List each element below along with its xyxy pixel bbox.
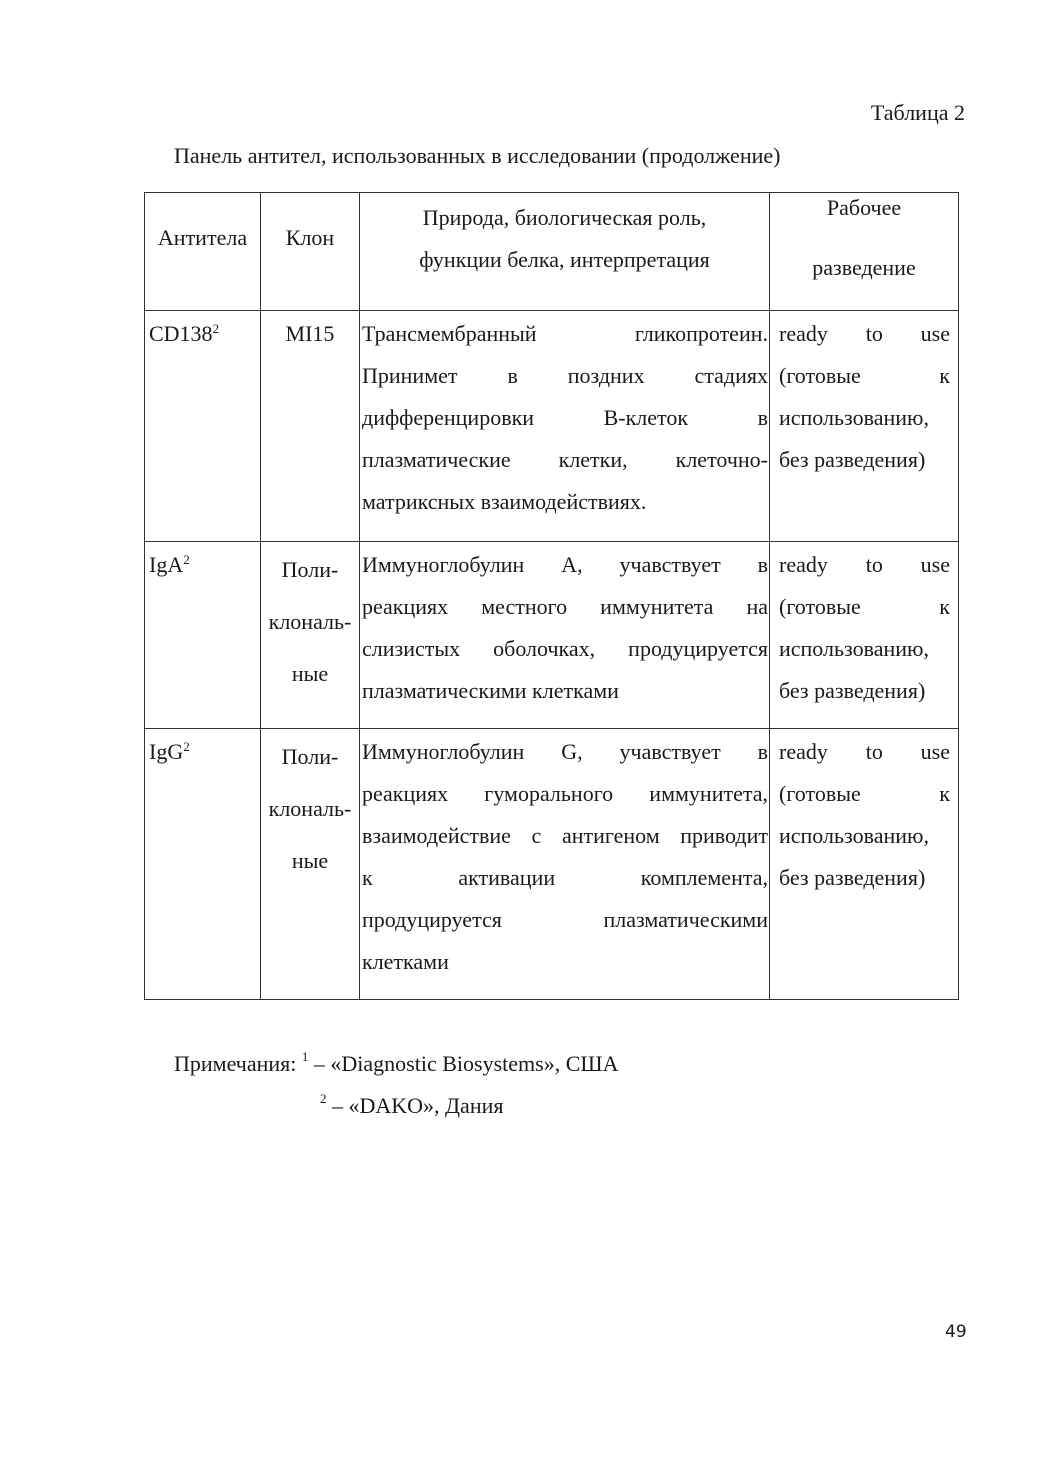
cell-nature: Трансмембранный гликопротеин. Принимет в поздних стадиях дифференцировки В-клеток в плазматические клетки, клеточно- матриксных взаимодействиях. [360,311,770,542]
cell-dilution: ready to use (готовые к использованию, без разведения) [770,311,959,542]
header-dilution-line2: разведение [812,255,916,280]
table-number: Таблица 2 [870,100,965,125]
header-nature-line2: функции белка, интерпретация [419,247,710,272]
note1-text: – «Diagnostic Biosystems», США [313,1051,619,1076]
cell-antibody: IgG$^2$ [145,729,261,1000]
header-antibody: Антитела [145,193,261,311]
table-header-row [145,193,959,311]
cell-antibody: $CD138^2$ [145,311,261,542]
table-row [145,729,959,1000]
note2-text: – «DAKO», Дания [332,1093,504,1118]
header-nature-line1: Природа, биологическая роль, [422,205,707,230]
page-number: 49 [945,1322,967,1342]
cell-nature: Иммуноглобулин А, учавствует в реакциях местного иммунитета на слизистых оболочках, продуцируется плазматическими клетками [360,542,770,729]
table-row [145,311,959,542]
notes-label: Примечания: [174,1051,297,1076]
table-caption: Панель антител, использованных в исследовании (продолжение) [174,143,781,168]
notes [174,1043,618,1127]
header-nature [360,193,770,311]
cell-dilution: ready to use (готовые к использованию, без разведения) [770,542,959,729]
note2-marker: 2 [320,1091,327,1106]
header-dilution-line1: Рабочее [826,195,902,220]
antibody-table [144,192,959,1000]
table-row [145,542,959,729]
note-row-2 [174,1085,618,1127]
header-clone: Клон [261,193,360,311]
cell-clone: MI15 [261,311,360,542]
cell-nature: Иммуноглобулин G, учавствует в реакциях гуморального иммунитета, взаимодействие с антигеном приводит к активации комплемента, продуцируется плазматическими клетками [360,729,770,1000]
note1-marker: 1 [301,1049,309,1064]
cell-antibody: IgA$^2$ [145,542,261,729]
cell-dilution: ready to use (готовые к использованию, без разведения) [770,729,959,1000]
header-dilution [770,193,959,311]
cell-clone: Поли- клональ- ные [261,542,360,729]
note-row-1 [174,1043,618,1085]
cell-clone: Поли- клональ- ные [261,729,360,1000]
